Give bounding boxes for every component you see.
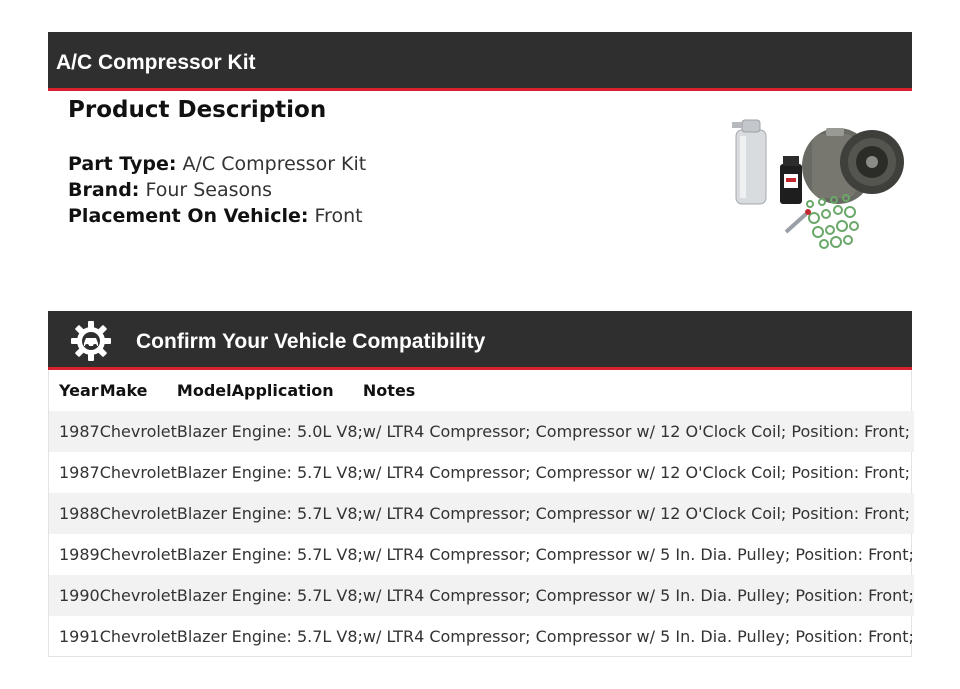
cell-model: Blazer — [176, 545, 227, 564]
field-value: Four Seasons — [145, 179, 273, 201]
column-application: Application — [231, 381, 334, 400]
column-notes: Notes — [362, 381, 416, 400]
cell-model: Blazer — [176, 586, 227, 605]
valve-tool — [786, 209, 811, 232]
cell-application: Engine: 5.7L V8; — [231, 463, 363, 482]
cell-year: 1990 — [59, 586, 100, 605]
product-header — [48, 32, 912, 91]
cell-make: Chevrolet — [99, 545, 177, 564]
field-label: Placement On Vehicle: — [68, 205, 309, 227]
table-row — [49, 452, 914, 493]
table-row — [49, 616, 914, 657]
field-value: Front — [314, 205, 363, 227]
drier-canister — [732, 120, 766, 204]
cell-year: 1988 — [59, 504, 100, 523]
cell-make: Chevrolet — [99, 504, 177, 523]
compressor — [802, 128, 904, 204]
cell-year: 1989 — [59, 545, 100, 564]
cell-application: Engine: 5.0L V8; — [231, 422, 363, 441]
brand-row — [68, 177, 366, 203]
cell-application: Engine: 5.7L V8; — [231, 504, 363, 523]
table-header-row — [49, 370, 914, 411]
cell-application: Engine: 5.7L V8; — [231, 586, 363, 605]
cell-application: Engine: 5.7L V8; — [231, 627, 363, 646]
cell-notes: w/ LTR4 Compressor; Compressor w/ 12 O'Clock Coil; Position: Front; — [362, 463, 911, 482]
cell-make: Chevrolet — [99, 586, 177, 605]
product-image — [726, 106, 910, 258]
description-title: Product Description — [68, 97, 327, 123]
cell-notes: w/ LTR4 Compressor; Compressor w/ 12 O'Clock Coil; Position: Front; — [362, 504, 911, 523]
field-label: Brand: — [68, 179, 140, 201]
o-rings — [807, 195, 858, 248]
cell-year: 1987 — [59, 422, 100, 441]
table-row — [49, 534, 914, 575]
placement-row — [68, 203, 366, 229]
cell-year: 1987 — [59, 463, 100, 482]
table-row — [49, 411, 914, 452]
compatibility-table — [48, 370, 912, 657]
cell-notes: w/ LTR4 Compressor; Compressor w/ 5 In. Dia. Pulley; Position: Front; — [362, 627, 914, 646]
column-model: Model — [176, 381, 232, 400]
cell-year: 1991 — [59, 627, 100, 646]
cell-make: Chevrolet — [99, 422, 177, 441]
field-label: Part Type: — [68, 153, 177, 175]
compatibility-header — [48, 311, 912, 370]
cell-notes: w/ LTR4 Compressor; Compressor w/ 12 O'Clock Coil; Position: Front; — [362, 422, 911, 441]
table-row — [49, 575, 914, 616]
description-list — [68, 151, 366, 229]
cell-make: Chevrolet — [99, 463, 177, 482]
cell-notes: w/ LTR4 Compressor; Compressor w/ 5 In. Dia. Pulley; Position: Front; — [362, 545, 914, 564]
cell-application: Engine: 5.7L V8; — [231, 545, 363, 564]
field-value: A/C Compressor Kit — [182, 153, 367, 175]
part-type-row — [68, 151, 366, 177]
cell-make: Chevrolet — [99, 627, 177, 646]
oil-bottle — [780, 156, 802, 204]
product-title: A/C Compressor Kit — [56, 51, 256, 74]
cell-model: Blazer — [176, 627, 227, 646]
gear-car-icon — [70, 320, 112, 362]
cell-model: Blazer — [176, 422, 227, 441]
cell-model: Blazer — [176, 463, 227, 482]
compatibility-title: Confirm Your Vehicle Compatibility — [136, 330, 486, 353]
table-row — [49, 493, 914, 534]
column-make: Make — [99, 381, 148, 400]
cell-model: Blazer — [176, 504, 227, 523]
column-year: Year — [59, 381, 99, 400]
cell-notes: w/ LTR4 Compressor; Compressor w/ 5 In. Dia. Pulley; Position: Front; — [362, 586, 914, 605]
